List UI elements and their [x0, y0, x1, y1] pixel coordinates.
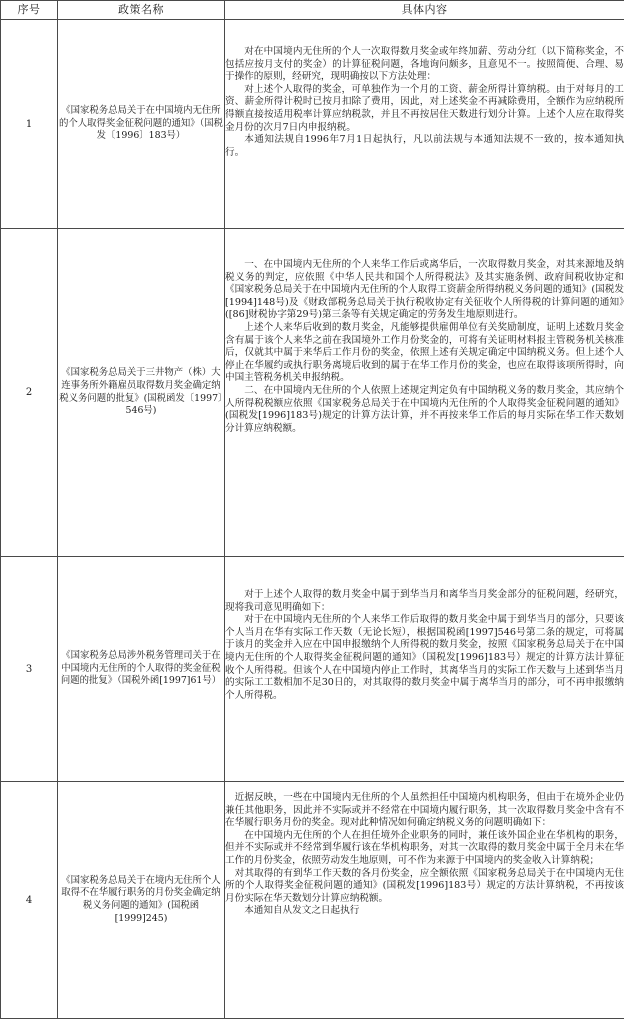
table-row	[1, 20, 624, 229]
content-paragraph: 二、在中国境内无住所的个人依照上述规定判定负有中国纳税义务的数月奖金，其应纳个人所得税税额应依照《国家税务总局关于在中国境内无住所的个人取得奖金征税问题的通知》(国税发[1996]183号)规定的计算方法计算，并不再按来华工作后的每月实际在华工作天数划分计算应纳税额。	[225, 385, 624, 435]
content-paragraph: 本通知法规自1996年7月1日起执行，凡以前法规与本通知法规不一致的，按本通知执行。	[225, 134, 624, 159]
header-policy-name: 政策名称	[58, 1, 225, 20]
policy-name: 《国家税务总局关于三井物产（株）大连事务所外籍雇员取得数月奖金确定纳税义务问题的批复》(国税函发〔1997〕546号)	[58, 229, 225, 557]
table-row	[1, 557, 624, 782]
content-paragraph: 上述个人来华后收到的数月奖金，凡能够提供雇佣单位有关奖励制度，证明上述数月奖金含有属于该个人来华之前在我国境外工作月份奖金的，可将有关证明材料报主管税务机关核准后，仅就其中属于来华后工作月份的奖金，依照上述有关规定确定中国纳税义务。但上述个人停止在华履约或执行职务离境后收到的属于在华工作月份的奖金，也应在取得该项所得时，向中国主管税务机关申报纳税。	[225, 322, 624, 385]
policy-name: 《国家税务总局涉外税务管理司关于在中国境内无住所的个人取得的奖金征税问题的批复》（国税外函[1997]61号）	[58, 557, 225, 782]
row-index: 2	[1, 229, 58, 557]
policy-content	[225, 782, 624, 1019]
content-paragraph: 近据反映，一些在中国境内无住所的个人虽然担任中国境内机构职务，但由于在境外企业仍兼任其他职务，因此并不实际或并不经常在中国境内履行职务，其一次取得数月奖金中含有不在华履行职务月份的奖金。现对此种情况如何确定纳税义务的问题明确如下：	[225, 792, 624, 830]
content-paragraph: 对在中国境内无住所的个人一次取得数月奖金或年终加薪、劳动分红（以下简称奖金，不包括应按月支付的奖金）的计算征税问题，各地询问颇多，且意见不一。按照简便、合理、易于操作的原则，经研究，现明确按以下方法处理：	[225, 46, 624, 84]
content-paragraph: 本通知自从发文之日起执行	[225, 905, 624, 918]
content-paragraph: 一、在中国境内无住所的个人来华工作后或离华后，一次取得数月奖金，对其来源地及纳税义务的判定，应依照《中华人民共和国个人所得税法》及其实施条例、政府间税收协定和《国家税务总局关于在中国境内无住所的个人取得工资薪金所得纳税义务问题的通知》(国税发[1994]148号)及《财政部税务总局关于执行税收协定有关征收个人所得税的计算问题的通知》([86]财税协字第29号)第三条等有关规定确定的劳务发生地原则进行。	[225, 259, 624, 322]
policy-name: 《国家税务总局关于在中国境内无住所的个人取得奖金征税问题的通知》（国税发〔1996〕183号）	[58, 20, 225, 229]
table-row	[1, 229, 624, 557]
content-paragraph: 对于上述个人取得的数月奖金中属于到华当月和离华当月奖金部分的征税问题，经研究，现将我司意见明确如下：	[225, 589, 624, 614]
content-paragraph: 对上述个人取得的奖金，可单独作为一个月的工资、薪金所得计算纳税。由于对每月的工资、薪金所得计税时已按月扣除了费用，因此，对上述奖金不再减除费用，全额作为应纳税所得额直接按适用税率计算应纳税款，并且不再按居住天数进行划分计算。上述个人应在取得奖金月份的次月7日内申报纳税。	[225, 84, 624, 134]
content-paragraph: 在中国境内无住所的个人在担任境外企业职务的同时，兼任该外国企业在华机构的职务，但并不实际或并不经常到华履行该在华机构职务，对其一次取得的数月奖金中属于全月未在华工作的月份奖金，依照劳动发生地原则，可不作为来源于中国境内的奖金收入计算纳税；	[225, 830, 624, 868]
policy-name: 《国家税务总局关于在境内无住所个人取得不在华履行职务的月份奖金确定纳税义务问题的通知》(国税函[1999]245)	[58, 782, 225, 1019]
content-paragraph: 对于在中国境内无住所的个人来华工作后取得的数月奖金中属于到华当月的部分，只要该个人当月在华有实际工作天数（无论长短），根据国税函[1997]546号第二条的规定，可将属于该月的奖金并入应在中国申报缴纳个人所得税的数月奖金，按照《国家税务总局关于在中国境内无住所的个人取得奖金征税问题的通知》（国税发[1996]183号）规定的计算方法计算征收个人所得税。但该个人在中国境内停止工作时，其离华当月的实际工作天数与上述到华当月的实际工工数相加不足30日的，对其取得的数月奖金中属于离华当月的部分，可不再申报缴纳个人所得税。	[225, 614, 624, 702]
content-paragraph: 对其取得的有到华工作天数的各月份奖金，应全额依照《国家税务总局关于在中国境内无住所的个人取得奖金征税问题的通知》(国税发[1996]183号）规定的方法计算纳税，不再按该月份实际在华天数划分计算应纳税额。	[225, 868, 624, 906]
row-index: 1	[1, 20, 58, 229]
row-index: 4	[1, 782, 58, 1019]
table-row	[1, 782, 624, 1019]
policy-content	[225, 557, 624, 782]
header-content: 具体内容	[225, 1, 624, 20]
policy-content	[225, 229, 624, 557]
row-index: 3	[1, 557, 58, 782]
header-index: 序号	[1, 1, 58, 20]
policy-content	[225, 20, 624, 229]
header-row	[1, 1, 624, 20]
